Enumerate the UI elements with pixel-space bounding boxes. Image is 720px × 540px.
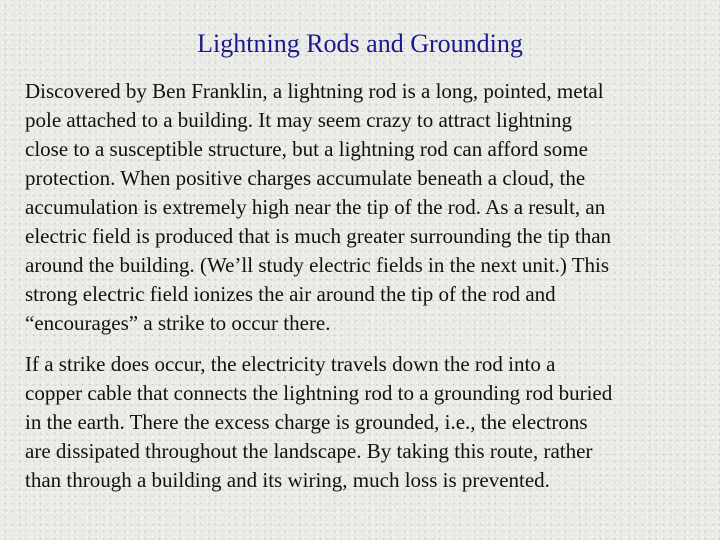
paragraph-line: around the building. (We’ll study electric fields in the next unit.) This — [25, 253, 610, 277]
paragraph-line: “encourages” a strike to occur there. — [25, 311, 331, 335]
paragraph-lightning-rod — [25, 77, 700, 338]
paragraph-line: pole attached to a building. It may seem crazy to attract lightning — [25, 108, 572, 132]
paragraph-line: copper cable that connects the lightning rod to a grounding rod buried — [25, 381, 613, 405]
paragraph-line: Discovered by Ben Franklin, a lightning rod is a long, pointed, metal — [25, 79, 604, 103]
paragraph-line: electric field is produced that is much greater surrounding the tip than — [25, 224, 612, 248]
paragraph-grounding — [25, 350, 700, 495]
paragraph-line: If a strike does occur, the electricity travels down the rod into a — [25, 352, 556, 376]
paragraph-line: strong electric field ionizes the air around the tip of the rod and — [25, 282, 556, 306]
paragraph-line: in the earth. There the excess charge is grounded, i.e., the electrons — [25, 410, 588, 434]
paragraph-line: are dissipated throughout the landscape. By taking this route, rather — [25, 439, 593, 463]
slide-title: Lightning Rods and Grounding — [197, 29, 523, 58]
paragraph-line: close to a susceptible structure, but a lightning rod can afford some — [25, 137, 588, 161]
paragraph-line: accumulation is extremely high near the tip of the rod. As a result, an — [25, 195, 606, 219]
paragraph-line: protection. When positive charges accumulate beneath a cloud, the — [25, 166, 586, 190]
paragraph-line: than through a building and its wiring, much loss is prevented. — [25, 468, 550, 492]
